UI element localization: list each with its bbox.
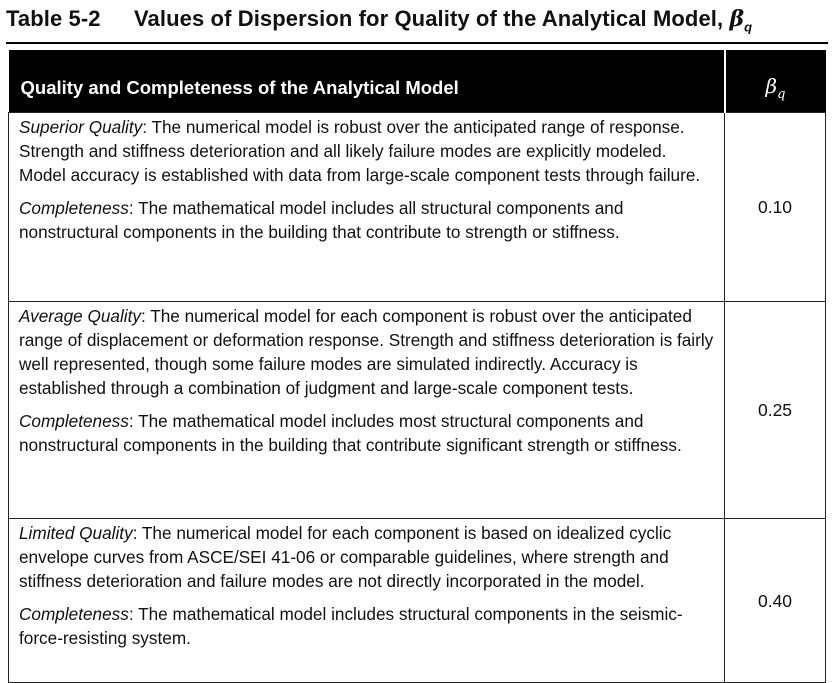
header-quality-completeness: Quality and Completeness of the Analytical Model	[9, 50, 725, 113]
quality-paragraph	[19, 521, 716, 593]
quality-label: Superior Quality	[19, 117, 143, 137]
quality-paragraph	[19, 304, 716, 400]
completeness-label: Completeness	[19, 604, 129, 624]
completeness-paragraph	[19, 196, 716, 244]
table-number: Table 5-2	[6, 6, 101, 31]
table-title: Values of Dispersion for Quality of the Analytical Model,	[134, 6, 724, 31]
quality-paragraph	[19, 115, 716, 187]
quality-text: : The numerical model is robust over the anticipated range of response. Strength and stiffness deterioration and all likely failure modes are explicitly modeled. Model accuracy is established with data from large-scale component tests through failure.	[19, 117, 701, 185]
table-row-superior	[9, 113, 826, 302]
completeness-label: Completeness	[19, 198, 129, 218]
dispersion-table	[8, 50, 826, 683]
header-beta-symbol: β	[765, 74, 778, 98]
header-beta-subscript: q	[777, 87, 786, 102]
quality-label: Average Quality	[19, 306, 141, 326]
quality-text: : The numerical model for each component is based on idealized cyclic envelope curves from ASCE/SEI 41-06 or comparable guidelines, where strength and stiffness deterioration and failure modes are not directly incorporated in the model.	[19, 523, 672, 591]
beta-value: 0.25	[725, 302, 826, 519]
completeness-text: : The mathematical model includes structural components in the seismic-force-resisting system.	[19, 604, 683, 648]
quality-text: : The numerical model for each component is robust over the anticipated range of displacement or deformation response. Strength and stiffness deterioration is fairly well represented, though some failure modes are simulated indirectly. Accuracy is established through a combination of judgment and large-scale component tests.	[19, 306, 714, 398]
row-description	[9, 113, 725, 302]
table-row-average	[9, 302, 826, 519]
quality-label: Limited Quality	[19, 523, 133, 543]
completeness-paragraph	[19, 602, 716, 650]
row-description	[9, 519, 725, 683]
caption-beta-subscript: q	[744, 19, 753, 35]
row-description	[9, 302, 725, 519]
table-header-row	[9, 50, 826, 113]
caption-beta-symbol: β	[729, 6, 745, 32]
table-row-limited	[9, 519, 826, 683]
beta-value: 0.40	[725, 519, 826, 683]
table-caption	[6, 6, 752, 34]
caption-rule	[6, 42, 828, 44]
header-beta-q	[725, 50, 826, 113]
completeness-label: Completeness	[19, 411, 129, 431]
completeness-paragraph	[19, 409, 716, 457]
completeness-text: : The mathematical model includes most structural components and nonstructural components in the building that contribute significant strength or stiffness.	[19, 411, 682, 455]
beta-value: 0.10	[725, 113, 826, 302]
completeness-text: : The mathematical model includes all structural components and nonstructural components in the building that contribute to strength or stiffness.	[19, 198, 624, 242]
